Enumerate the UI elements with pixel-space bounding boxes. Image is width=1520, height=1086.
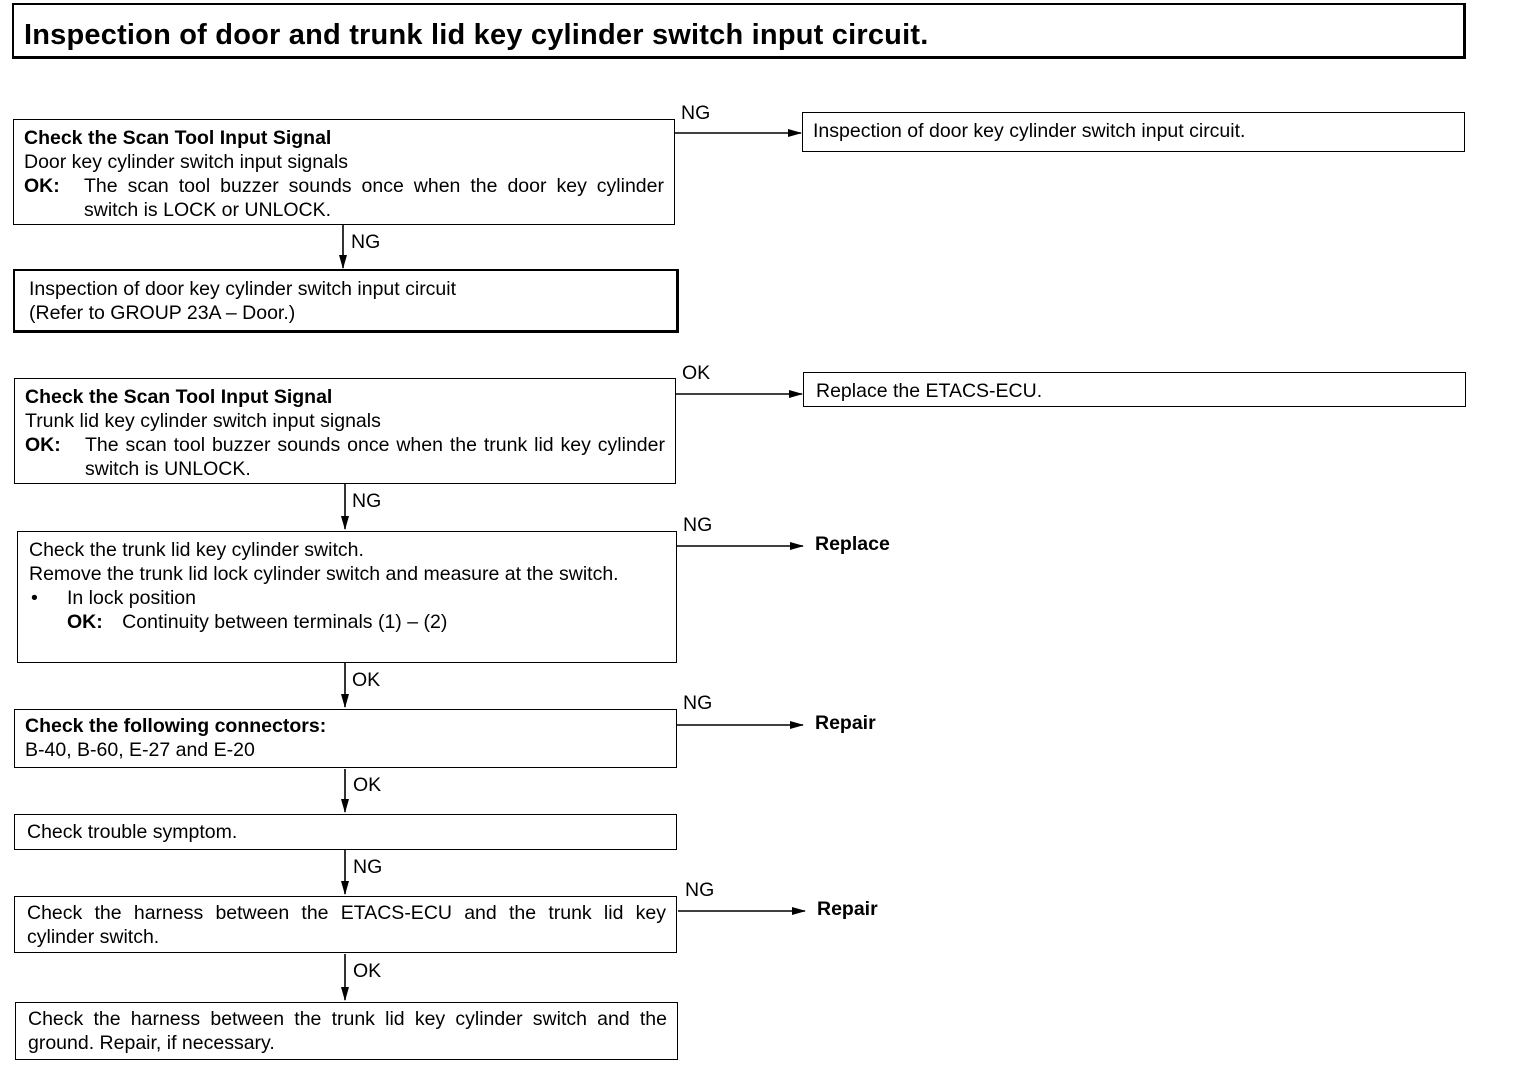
harness-ecu-text: Check the harness between the ETACS-ECU and the trunk lid key cylinder switch.	[27, 902, 666, 948]
door-scan-check-box	[13, 119, 675, 225]
door-inspection-side-text: Inspection of door key cylinder switch input circuit.	[813, 120, 1246, 142]
door-inspection-line2: (Refer to GROUP 23A – Door.)	[29, 302, 296, 324]
door-scan-ok-row	[24, 174, 664, 222]
door-scan-ok-label: OK:	[24, 175, 60, 197]
door-scan-heading: Check the Scan Tool Input Signal	[24, 127, 332, 149]
door-inspection-side-box	[802, 112, 1465, 152]
door-scan-subtitle: Door key cylinder switch input signals	[24, 151, 349, 173]
label-door-scan-right: NG	[681, 102, 711, 124]
label-trunk-scan-right: OK	[682, 362, 711, 384]
page-title: Inspection of door and trunk lid key cylinder switch input circuit.	[24, 19, 929, 51]
trunk-switch-line1: Check the trunk lid key cylinder switch.	[29, 539, 364, 561]
label-symptom-down: NG	[353, 856, 383, 878]
trunk-scan-subtitle: Trunk lid key cylinder switch input signals	[25, 410, 381, 432]
trunk-switch-bullet-row	[29, 586, 666, 610]
trouble-symptom-box	[14, 814, 677, 850]
result-repair-harness: Repair	[817, 898, 878, 920]
trouble-symptom-text: Check trouble symptom.	[27, 821, 238, 843]
harness-ground-text: Check the harness between the trunk lid key cylinder switch and the ground. Repair, if necessary.	[28, 1008, 667, 1054]
connectors-heading: Check the following connectors:	[25, 715, 327, 737]
trunk-scan-check-box	[14, 378, 676, 484]
label-harness-ecu-down: OK	[353, 960, 382, 982]
door-scan-ok-text: The scan tool buzzer sounds once when the door key cylinder switch is LOCK or UNLOCK.	[84, 175, 664, 221]
label-trunk-scan-down: NG	[352, 490, 382, 512]
result-replace: Replace	[815, 533, 890, 555]
harness-ground-check-box	[15, 1002, 678, 1060]
result-repair-connectors: Repair	[815, 712, 876, 734]
trunk-switch-check-box	[17, 531, 677, 663]
trunk-switch-ok-text: Continuity between terminals (1) – (2)	[122, 611, 448, 633]
door-inspection-line1: Inspection of door key cylinder switch input circuit	[29, 278, 457, 300]
replace-ecu-text: Replace the ETACS-ECU.	[816, 380, 1043, 402]
trunk-scan-heading: Check the Scan Tool Input Signal	[25, 386, 333, 408]
door-inspection-box	[13, 269, 679, 333]
harness-ecu-check-box	[14, 896, 677, 953]
label-trunk-switch-right: NG	[683, 514, 713, 536]
connectors-check-box	[14, 709, 677, 768]
label-trunk-switch-down: OK	[352, 669, 381, 691]
label-connectors-right: NG	[683, 692, 713, 714]
trunk-scan-ok-text: The scan tool buzzer sounds once when the trunk lid key cylinder switch is UNLOCK.	[85, 434, 665, 480]
trunk-switch-ok-row	[29, 610, 666, 634]
label-harness-ecu-right: NG	[685, 879, 715, 901]
connectors-text: B-40, B-60, E-27 and E-20	[25, 739, 255, 761]
bullet-icon: •	[31, 587, 38, 609]
trunk-scan-ok-row	[25, 433, 665, 481]
trunk-switch-bullet-text: In lock position	[67, 587, 196, 609]
replace-ecu-box	[803, 372, 1466, 407]
trunk-scan-ok-label: OK:	[25, 434, 61, 456]
trunk-switch-line2: Remove the trunk lid lock cylinder switch and measure at the switch.	[29, 563, 619, 585]
label-door-scan-down: NG	[351, 231, 381, 253]
trunk-switch-ok-label: OK:	[67, 611, 103, 633]
label-connectors-down: OK	[353, 774, 382, 796]
